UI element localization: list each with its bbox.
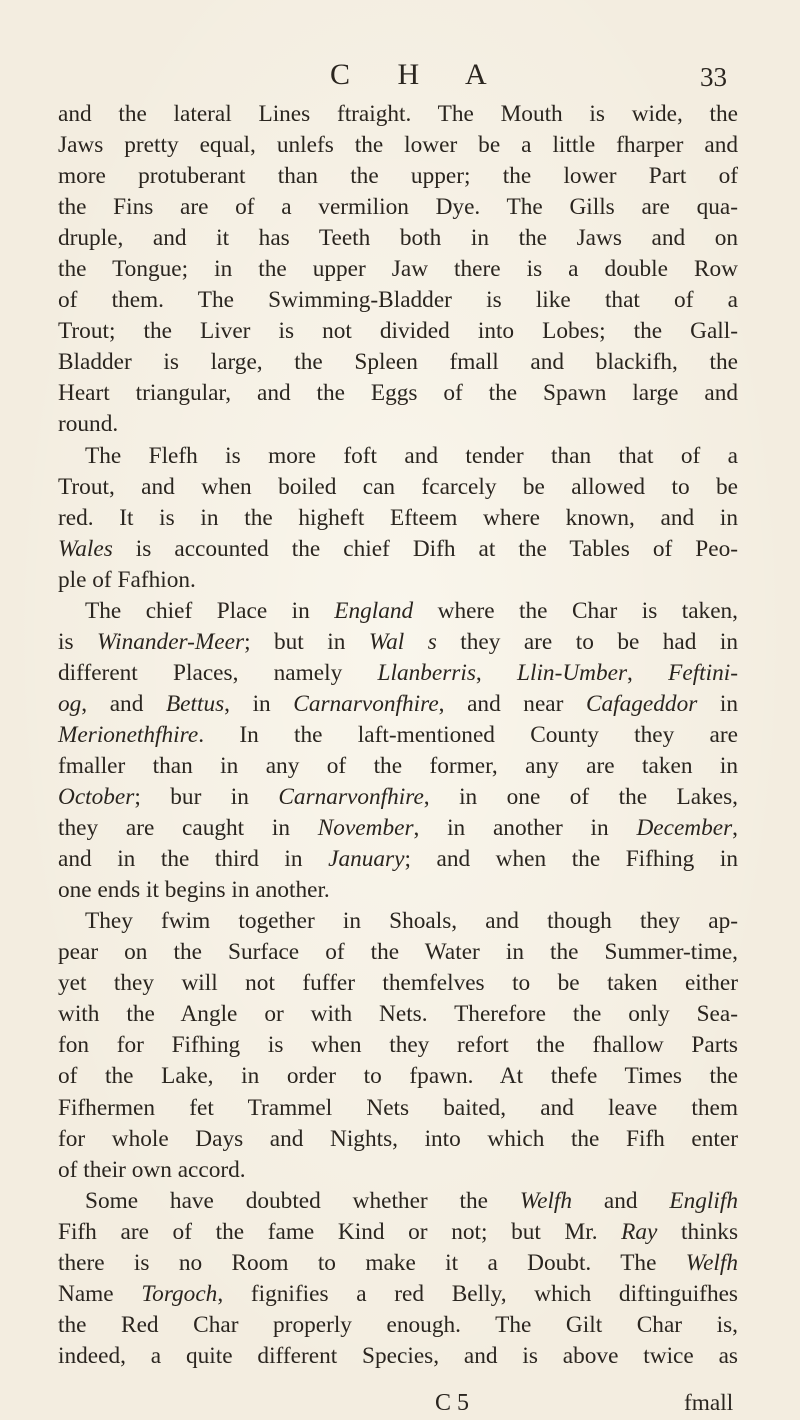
text-run: fmaller than in any of the former, any are taken in bbox=[58, 752, 738, 779]
text-run: Heart triangular, and the Eggs of the Spawn large and bbox=[58, 380, 738, 407]
italic-text: October bbox=[58, 784, 135, 811]
footer-line bbox=[0, 1390, 800, 1420]
text-run: thinks bbox=[657, 1218, 739, 1245]
italic-text: Llin-Umber bbox=[517, 659, 628, 686]
text-run: Bladder is large, the Spleen fmall and blackifh, the bbox=[58, 349, 738, 376]
text-run: ; but in bbox=[244, 628, 369, 655]
text-run: and bbox=[572, 1187, 670, 1214]
text-run: the Red Char properly enough. The Gilt Char is, bbox=[58, 1311, 738, 1338]
italic-text: Ray bbox=[621, 1218, 658, 1245]
page-number: 33 bbox=[700, 62, 727, 92]
text-run: druple, and it has Teeth both in the Jaws and on bbox=[58, 225, 738, 252]
text-line bbox=[58, 937, 738, 968]
text-line bbox=[58, 1341, 738, 1372]
text-run: of their own accord. bbox=[58, 1156, 246, 1183]
text-line bbox=[58, 1061, 738, 1092]
text-run: they are to be had in bbox=[436, 628, 739, 655]
italic-text: January bbox=[328, 846, 405, 873]
text-line bbox=[58, 223, 738, 254]
text-run: yet they will not fuffer themfelves to be taken either bbox=[58, 970, 738, 997]
text-line bbox=[58, 1310, 738, 1341]
text-run: and the lateral Lines ftraight. The Mouth is wide, the bbox=[58, 101, 738, 127]
text-run: The chief Place in bbox=[85, 597, 335, 624]
text-line bbox=[58, 130, 738, 161]
italic-text: Feftini- bbox=[668, 659, 739, 686]
italic-text: Wal s bbox=[368, 628, 437, 655]
text-line bbox=[58, 441, 738, 472]
text-run: one ends it begins in another. bbox=[58, 877, 330, 904]
text-line bbox=[58, 161, 738, 192]
text-run: The Flefh is more foft and tender than that of a bbox=[85, 442, 738, 469]
italic-text: Cafageddor bbox=[585, 690, 698, 717]
text-line bbox=[58, 782, 738, 813]
text-line bbox=[58, 999, 738, 1030]
text-run: is accounted the chief Difh at the Tables of Peo- bbox=[112, 535, 738, 562]
text-run: of the Lake, in order to fpawn. At thefe Times the bbox=[58, 1063, 738, 1090]
italic-text: Wales bbox=[58, 535, 113, 562]
text-run: ple of Fafhion. bbox=[58, 566, 196, 593]
italic-text: Winander-Meer bbox=[97, 628, 245, 655]
italic-text: Merionethfhire bbox=[58, 721, 199, 748]
italic-text: Bettus bbox=[165, 690, 225, 717]
text-line bbox=[58, 378, 738, 409]
text-run: different Places, namely bbox=[58, 659, 378, 686]
text-run: , bbox=[475, 659, 518, 686]
italic-text: December bbox=[636, 815, 733, 842]
catchword: fmall bbox=[684, 1390, 734, 1416]
text-run: indeed, a quite different Species, and is above twice as bbox=[58, 1342, 738, 1369]
paragraph bbox=[58, 596, 738, 906]
text-run: Name bbox=[58, 1280, 142, 1307]
text-run: where the Char is taken, bbox=[413, 597, 739, 624]
text-line bbox=[58, 1279, 738, 1310]
text-run: , and near bbox=[438, 690, 586, 717]
text-line bbox=[58, 658, 738, 689]
text-line bbox=[58, 534, 738, 565]
text-run: Trout; the Liver is not divided into Lobes; the Gall- bbox=[58, 318, 738, 345]
text-line bbox=[58, 751, 738, 782]
text-line bbox=[58, 1093, 738, 1124]
paragraph bbox=[58, 99, 738, 441]
text-line bbox=[58, 254, 738, 285]
text-run: with the Angle or with Nets. Therefore the only Sea- bbox=[58, 1001, 738, 1028]
text-line bbox=[58, 99, 738, 130]
italic-text: Welfh bbox=[519, 1187, 573, 1214]
text-run: they are caught in bbox=[58, 815, 318, 842]
text-line bbox=[58, 1217, 738, 1248]
italic-text: November bbox=[317, 815, 414, 842]
text-run: , bbox=[627, 659, 669, 686]
text-run: , and bbox=[81, 690, 166, 717]
italic-text: Llanberris bbox=[377, 659, 476, 686]
text-run: and in the third in bbox=[58, 846, 329, 873]
text-run: red. It is in the higheft Efteem where known, and in bbox=[58, 504, 738, 531]
text-line bbox=[58, 627, 738, 658]
text-run: the Tongue; in the upper Jaw there is a double Row bbox=[58, 256, 738, 283]
text-line bbox=[58, 1248, 738, 1279]
text-run: , in one of the Lakes, bbox=[423, 784, 738, 811]
text-line bbox=[58, 596, 738, 627]
text-line bbox=[58, 875, 738, 906]
text-run: ; bur in bbox=[134, 784, 279, 811]
text-run: for whole Days and Nights, into which the Fifh enter bbox=[58, 1125, 738, 1152]
text-line bbox=[58, 347, 738, 378]
italic-text: Carnarvonfhire bbox=[278, 784, 424, 811]
text-run: more protuberant than the upper; the lower Part of bbox=[58, 163, 738, 190]
text-line bbox=[58, 844, 738, 875]
text-line bbox=[58, 689, 738, 720]
italic-text: Englifh bbox=[669, 1187, 738, 1214]
text-run: Fifhermen fet Trammel Nets baited, and leave them bbox=[58, 1094, 738, 1121]
text-run: round. bbox=[58, 411, 119, 438]
text-line bbox=[58, 906, 738, 937]
text-run: , in bbox=[224, 690, 294, 717]
italic-text: Welfh bbox=[685, 1249, 738, 1276]
text-line bbox=[58, 316, 738, 347]
text-line bbox=[58, 1155, 738, 1186]
paragraph bbox=[58, 1186, 738, 1372]
italic-text: Carnarvonfhire bbox=[293, 690, 439, 717]
italic-text: England bbox=[334, 597, 414, 624]
text-line bbox=[58, 813, 738, 844]
text-run: Jaws pretty equal, unlefs the lower be a little fharper and bbox=[58, 132, 738, 159]
text-run: Trout, and when boiled can fcarcely be allowed to be bbox=[58, 473, 738, 500]
text-line bbox=[58, 1124, 738, 1155]
text-run: They fwim together in Shoals, and though they ap- bbox=[85, 908, 738, 935]
text-run: pear on the Surface of the Water in the Summer-time, bbox=[58, 939, 738, 966]
text-line bbox=[58, 1030, 738, 1061]
text-run: , in another in bbox=[413, 815, 637, 842]
text-run: , bbox=[732, 815, 738, 842]
text-run: Fifh are of the fame Kind or not; but Mr. bbox=[58, 1218, 622, 1245]
text-run: , fignifies a red Belly, which diftinguifhes bbox=[217, 1280, 738, 1307]
text-run: the Fins are of a vermilion Dye. The Gills are qua- bbox=[58, 194, 738, 221]
text-line bbox=[58, 285, 738, 316]
text-run: Some have doubted whether the bbox=[85, 1187, 520, 1214]
text-line bbox=[58, 565, 738, 596]
text-run: . In the laft-mentioned County they are bbox=[198, 721, 738, 748]
paragraph bbox=[58, 906, 738, 1185]
text-run: of them. The Swimming-Bladder is like that of a bbox=[58, 287, 738, 314]
text-line bbox=[58, 968, 738, 999]
text-line bbox=[58, 720, 738, 751]
text-run: there is no Room to make it a Doubt. The bbox=[58, 1249, 686, 1276]
body-text bbox=[58, 99, 738, 1372]
signature-mark: C 5 bbox=[435, 1390, 470, 1416]
text-line bbox=[58, 472, 738, 503]
text-line bbox=[58, 503, 738, 534]
paragraph bbox=[58, 441, 738, 596]
italic-text: Torgoch bbox=[141, 1280, 218, 1307]
text-line bbox=[58, 192, 738, 223]
text-run: ; and when the Fifhing in bbox=[404, 846, 738, 873]
italic-text: og bbox=[58, 690, 82, 717]
text-line bbox=[58, 1186, 738, 1217]
text-run: is bbox=[58, 628, 98, 655]
running-head-title: C H A bbox=[330, 58, 507, 91]
running-head bbox=[0, 58, 800, 98]
text-run: in bbox=[697, 690, 738, 717]
text-run: fon for Fifhing is when they refort the fhallow Parts bbox=[58, 1032, 738, 1059]
text-line bbox=[58, 409, 738, 440]
